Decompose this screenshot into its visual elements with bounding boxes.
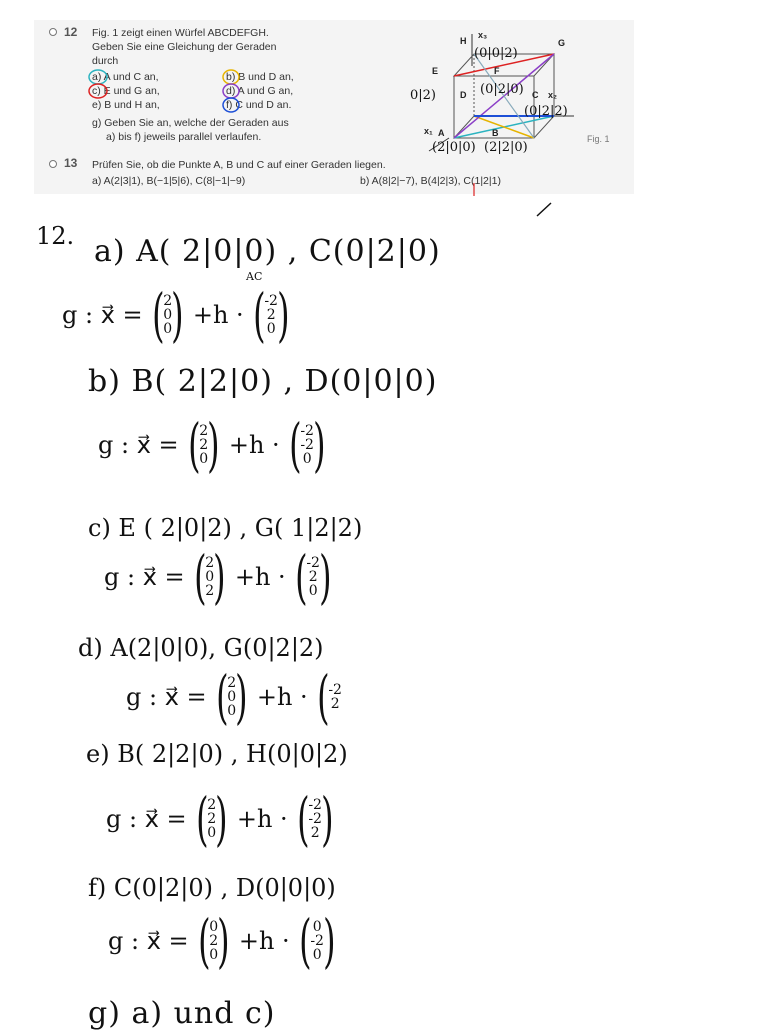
axis-label: x₂ bbox=[548, 90, 558, 100]
pen-strokes bbox=[0, 0, 768, 240]
part-e-equation: g : x⃗ = ( 2 2 0 ) +h · ( -2 -2 2 ) bbox=[106, 785, 334, 853]
exercise-header: 12. bbox=[36, 222, 75, 250]
support-vector: 0 2 0 bbox=[209, 919, 219, 963]
support-vector: 2 0 2 bbox=[205, 555, 215, 599]
equation-prefix: g : x⃗ = bbox=[104, 563, 185, 591]
part-f-equation: g : x⃗ = ( 0 2 0 ) +h · ( 0 -2 0 ) bbox=[108, 907, 336, 975]
part-g-text: g) a) und c) bbox=[88, 996, 276, 1031]
equation-prefix: g : x⃗ = bbox=[108, 927, 189, 955]
coordinate-annotation: (0|0|2) bbox=[474, 46, 518, 61]
support-vector: 2 0 0 bbox=[163, 293, 173, 337]
part-d-points: d) A(2|0|0), G(0|2|2) bbox=[78, 634, 324, 662]
coordinate-annotation: (0|2|0) bbox=[480, 82, 524, 97]
axis-label: x₃ bbox=[478, 30, 488, 40]
vertex-label: E bbox=[432, 66, 439, 76]
vertex-label: H bbox=[460, 36, 467, 46]
direction-vector: -2 -2 2 bbox=[308, 797, 322, 841]
direction-vector: -2 2 0 bbox=[306, 555, 320, 599]
vertex-label: A bbox=[438, 128, 445, 138]
equation-operator: +h · bbox=[256, 683, 308, 711]
task13-item-a: a) A(2|3|1), B(−1|5|6), C(8|−1|−9) bbox=[92, 175, 246, 187]
vertex-label: B bbox=[492, 128, 499, 138]
figure-caption: Fig. 1 bbox=[587, 134, 610, 144]
part-a-equation: g : x⃗ = ( 2 0 0 ) +h · ( -2 2 0 ) bbox=[62, 281, 290, 349]
support-vector: 2 2 0 bbox=[207, 797, 217, 841]
part-c-equation: g : x⃗ = ( 2 0 2 ) +h · ( -2 2 0 ) bbox=[104, 543, 332, 611]
direction-vector: -2 2 0 bbox=[264, 293, 278, 337]
task12-item-g-cont: a) bis f) jeweils parallel verlaufen. bbox=[106, 131, 262, 143]
equation-operator: +h · bbox=[192, 301, 244, 329]
task13-item-b: b) A(8|2|−7), B(4|2|3), C(1|2|1) bbox=[360, 175, 501, 187]
task12-line: Geben Sie eine Gleichung der Geraden bbox=[92, 41, 277, 53]
part-d-equation: g : x⃗ = ( 2 0 0 ) +h · ( -2 2 bbox=[126, 663, 342, 731]
vertex-label: C bbox=[532, 90, 539, 100]
equation-prefix: g : x⃗ = bbox=[98, 431, 179, 459]
support-vector: 2 2 0 bbox=[199, 423, 209, 467]
task-number-12: 12 bbox=[64, 25, 78, 39]
equation-operator: +h · bbox=[236, 805, 288, 833]
coordinate-annotation: 0|2) bbox=[410, 88, 436, 103]
part-b-points: b) B( 2|2|0) , D(0|0|0) bbox=[88, 364, 438, 399]
task12-item-g: g) Geben Sie an, welche der Geraden aus bbox=[92, 117, 289, 129]
part-b-equation: g : x⃗ = ( 2 2 0 ) +h · ( -2 -2 0 ) bbox=[98, 411, 326, 479]
coordinate-annotation: (0|2|2) bbox=[524, 104, 568, 119]
task12-item-b: b) B und D an, bbox=[226, 71, 294, 83]
direction-vector: -2 -2 0 bbox=[300, 423, 314, 467]
task12-item-a: a) A und C an, bbox=[92, 71, 159, 83]
equation-prefix: g : x⃗ = bbox=[106, 805, 187, 833]
task-number-13: 13 bbox=[64, 156, 78, 170]
part-a-vector-label: AC bbox=[246, 270, 263, 283]
support-vector: 2 0 0 bbox=[227, 675, 237, 719]
equation-prefix: g : x⃗ = bbox=[126, 683, 207, 711]
axis-label: x₁ bbox=[424, 126, 433, 136]
task12-item-e: e) B und H an, bbox=[92, 99, 160, 111]
task12-item-d: d) A und G an, bbox=[226, 85, 294, 97]
task12-item-f: f) C und D an. bbox=[226, 99, 292, 111]
equation-operator: +h · bbox=[234, 563, 286, 591]
direction-vector: -2 2 bbox=[328, 682, 342, 712]
vertex-label: G bbox=[558, 38, 566, 48]
equation-operator: +h · bbox=[238, 927, 290, 955]
part-e-points: e) B( 2|2|0) , H(0|0|2) bbox=[86, 740, 348, 768]
part-c-points: c) E ( 2|0|2) , G( 1|2|2) bbox=[88, 514, 363, 542]
vertex-label: D bbox=[460, 90, 467, 100]
task13-line: Prüfen Sie, ob die Punkte A, B und C auf einer Geraden liegen. bbox=[92, 159, 386, 171]
direction-vector: 0 -2 0 bbox=[310, 919, 324, 963]
vertex-label: F bbox=[494, 66, 500, 76]
part-f-points: f) C(0|2|0) , D(0|0|0) bbox=[88, 874, 336, 902]
equation-prefix: g : x⃗ = bbox=[62, 301, 143, 329]
equation-operator: +h · bbox=[228, 431, 280, 459]
task12-item-c: c) E und G an, bbox=[92, 85, 160, 97]
part-a-points: a) A( 2|0|0) , C(0|2|0) bbox=[94, 234, 441, 269]
task12-line: durch bbox=[92, 55, 119, 67]
coordinate-annotation: (2|2|0) bbox=[484, 140, 528, 155]
coordinate-annotation: (2|0|0) bbox=[432, 140, 476, 155]
task12-line: Fig. 1 zeigt einen Würfel ABCDEFGH. bbox=[92, 27, 269, 39]
